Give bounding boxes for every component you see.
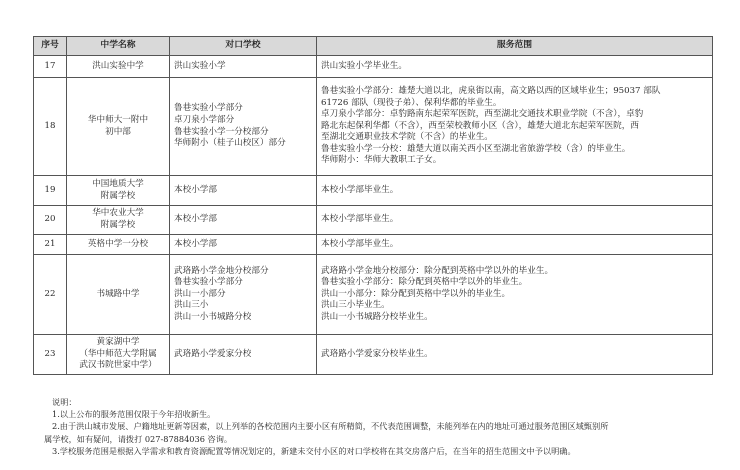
scope-line: 至湖北交通职业技术学院（不含）的毕业生。 — [321, 132, 493, 143]
feeder-school: 洪山一小书城路分校 — [174, 311, 252, 322]
scope-line: 路北东起保利华都（不含），西至荣校教师小区（含），雄楚大道北东起荣军医院，西 — [321, 120, 639, 131]
scope-cell — [317, 78, 713, 176]
feeder-school-cell — [170, 335, 317, 375]
school-name: 英格中学一分校 — [87, 238, 149, 249]
scope-line: 61726 部队（现役子弟）、保利华都的毕业生。 — [321, 97, 502, 108]
feeder-school: 鲁巷实验小学部分 — [174, 277, 243, 288]
header-school: 对口学校 — [170, 37, 317, 56]
scope-line: 本校小学部毕业生。 — [321, 238, 399, 249]
school-name: 中国地质大学 — [92, 178, 144, 189]
scope-line: 鲁巷实验小学部分：除分配到英格中学以外的毕业生。 — [321, 277, 528, 288]
school-name-cell — [67, 235, 170, 255]
row-number: 22 — [34, 255, 67, 335]
scope-line: 武珞路小学爱家分校毕业生。 — [321, 348, 433, 359]
feeder-school: 本校小学部 — [174, 238, 217, 249]
row-number: 20 — [34, 206, 67, 235]
feeder-school-cell — [170, 235, 317, 255]
scope-line: 鲁巷实验小学部分：雄楚大道以北，虎泉街以南，高文路以西的区域毕业生；95037 部队 — [321, 85, 661, 96]
scope-line: 本校小学部毕业生。 — [321, 214, 399, 225]
feeder-school: 鲁巷实验小学一分校部分 — [174, 126, 269, 137]
header-no: 序号 — [34, 37, 67, 56]
scope-cell — [317, 235, 713, 255]
school-name: 初中部 — [105, 126, 131, 137]
feeder-school: 洪山一小部分 — [174, 288, 226, 299]
header-name: 中学名称 — [67, 37, 170, 56]
scope-cell — [317, 335, 713, 375]
scope-line: 华师附小：华师大教职工子女。 — [321, 155, 442, 166]
school-name: （华中师范大学附属 — [79, 348, 157, 359]
row-number: 17 — [34, 56, 67, 78]
feeder-school: 武珞路小学金地分校部分 — [174, 265, 269, 276]
school-name: 华中农业大学 — [92, 208, 144, 219]
notes-section — [44, 396, 714, 457]
scope-cell — [317, 56, 713, 78]
row-number: 21 — [34, 235, 67, 255]
scope-line: 洪山一小书城路分校毕业生。 — [321, 311, 433, 322]
school-name-cell — [67, 176, 170, 206]
table-row — [34, 206, 713, 235]
feeder-school-cell — [170, 206, 317, 235]
row-number: 18 — [34, 78, 67, 176]
note-item-2: 2.由于洪山城市发展、户籍地址更新等因素，以上列举的各校范围内主要小区有所精简，不代表范围调整，未能列举在内的地址可通过服务范围区域甄别所 — [52, 421, 609, 432]
feeder-school-cell — [170, 176, 317, 206]
table-header-row — [34, 37, 713, 56]
table-row — [34, 176, 713, 206]
service-area-table — [33, 36, 713, 375]
school-name: 附属学校 — [100, 190, 136, 201]
feeder-school: 武珞路小学爱家分校 — [174, 348, 252, 359]
table-row — [34, 56, 713, 78]
scope-cell — [317, 255, 713, 335]
school-name-cell — [67, 206, 170, 235]
scope-line: 鲁巷实验小学一分校：雄楚大道以南关西小区至湖北省旅游学校（含）的毕业生。 — [321, 143, 631, 154]
feeder-school-cell — [170, 56, 317, 78]
feeder-school-cell — [170, 255, 317, 335]
scope-cell — [317, 206, 713, 235]
row-number: 19 — [34, 176, 67, 206]
notes-title: 说明： — [52, 397, 77, 407]
feeder-school: 鲁巷实验小学部分 — [174, 103, 243, 114]
scope-line: 洪山实验小学毕业生。 — [321, 60, 407, 71]
school-name-cell — [67, 56, 170, 78]
scope-cell — [317, 176, 713, 206]
feeder-school: 本校小学部 — [174, 184, 217, 195]
school-name: 华中师大一附中 — [87, 114, 149, 125]
scope-line: 卓刀泉小学部分：卓豹路南东起荣军医院，西至湖北交通技术职业学院（不含），卓豹 — [321, 109, 644, 120]
note-item-1: 1.以上公布的服务范围仅限于今年招收新生。 — [52, 409, 216, 420]
school-name-cell — [67, 255, 170, 335]
school-name: 洪山实验中学 — [92, 60, 144, 71]
table-row — [34, 335, 713, 375]
school-name: 书城路中学 — [96, 288, 140, 299]
feeder-school: 本校小学部 — [174, 214, 217, 225]
school-name: 黄家湖中学 — [96, 337, 140, 348]
scope-line: 武珞路小学金地分校部分：除分配到英格中学以外的毕业生。 — [321, 265, 554, 276]
header-scope: 服务范围 — [317, 37, 713, 56]
feeder-school-cell — [170, 78, 317, 176]
feeder-school: 华师附小（桂子山校区）部分 — [174, 138, 286, 149]
school-name: 附属学校 — [100, 220, 136, 230]
note-item-2-continued: 属学校，如有疑问，请拨打 027-87884036 咨询。 — [44, 433, 233, 444]
row-number: 23 — [34, 335, 67, 375]
school-name-cell — [67, 335, 170, 375]
scope-line: 本校小学部毕业生。 — [321, 184, 399, 195]
table-row — [34, 235, 713, 255]
school-name-cell — [67, 78, 170, 176]
note-item-3: 3.学校服务范围是根据入学需求和教育资源配置等情况划定的，新建未交付小区的对口学校将在其交房落户后，在当年的招生范围文中予以明确。 — [52, 445, 576, 456]
feeder-school: 卓刀泉小学部分 — [174, 114, 235, 125]
table-row — [34, 78, 713, 176]
feeder-school: 洪山实验小学 — [174, 60, 226, 71]
table-row — [34, 255, 713, 335]
school-name: 武汉书院世家中学） — [79, 360, 157, 371]
scope-line: 洪山一小部分：除分配到英格中学以外的毕业生。 — [321, 288, 511, 299]
scope-line: 洪山三小毕业生。 — [321, 300, 390, 311]
feeder-school: 洪山三小 — [174, 300, 209, 311]
